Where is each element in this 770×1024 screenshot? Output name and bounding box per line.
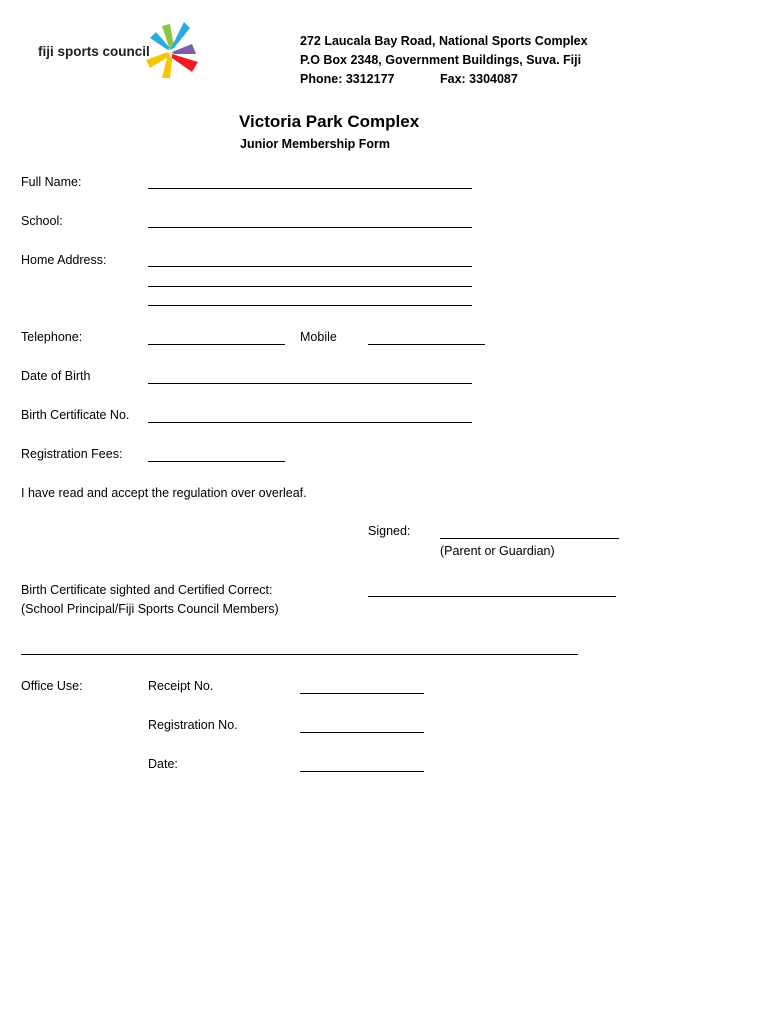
form-subtitle: Junior Membership Form	[240, 137, 391, 151]
dob-label: Date of Birth	[21, 369, 91, 383]
home-address-line-1[interactable]	[148, 266, 472, 267]
birth-cert-label: Birth Certificate No.	[21, 408, 130, 422]
reg-fees-label: Registration Fees:	[21, 447, 123, 461]
telephone-label: Telephone:	[21, 330, 83, 344]
registration-label: Registration No.	[148, 718, 238, 732]
signature-line[interactable]	[440, 538, 619, 539]
mobile-label: Mobile	[300, 330, 337, 344]
telephone-line[interactable]	[148, 344, 285, 345]
full-name-line[interactable]	[148, 188, 472, 189]
full-name-label: Full Name:	[21, 175, 82, 189]
home-address-label: Home Address:	[21, 253, 107, 267]
declaration-text: I have read and accept the regulation over overleaf.	[21, 486, 307, 500]
certified-sub-label: (School Principal/Fiji Sports Council Members)	[21, 602, 279, 616]
mobile-line[interactable]	[368, 344, 485, 345]
address-line-2: P.O Box 2348, Government Buildings, Suva. Fiji	[300, 53, 582, 67]
fax-number: Fax: 3304087	[440, 72, 518, 86]
reg-fees-line[interactable]	[148, 461, 285, 462]
office-date-label: Date:	[148, 757, 178, 771]
home-address-line-2[interactable]	[148, 286, 472, 287]
registration-line[interactable]	[300, 732, 424, 733]
receipt-line[interactable]	[300, 693, 424, 694]
dob-line[interactable]	[148, 383, 472, 384]
school-label: School:	[21, 214, 63, 228]
fiji-sports-council-logo-icon	[140, 20, 202, 80]
section-divider	[21, 654, 578, 655]
office-date-line[interactable]	[300, 771, 424, 772]
certified-signature-line[interactable]	[368, 596, 616, 597]
school-line[interactable]	[148, 227, 472, 228]
page-title: Victoria Park Complex	[239, 112, 420, 131]
certified-label: Birth Certificate sighted and Certified Correct:	[21, 583, 273, 597]
home-address-line-3[interactable]	[148, 305, 472, 306]
address-line-1: 272 Laucala Bay Road, National Sports Complex	[300, 34, 588, 48]
phone-number: Phone: 3312177	[300, 72, 395, 86]
signed-label: Signed:	[368, 524, 411, 538]
receipt-label: Receipt No.	[148, 679, 214, 693]
office-use-label: Office Use:	[21, 679, 83, 693]
parent-guardian-label: (Parent or Guardian)	[440, 544, 555, 558]
birth-cert-line[interactable]	[148, 422, 472, 423]
logo-text: fiji sports council	[38, 44, 150, 59]
